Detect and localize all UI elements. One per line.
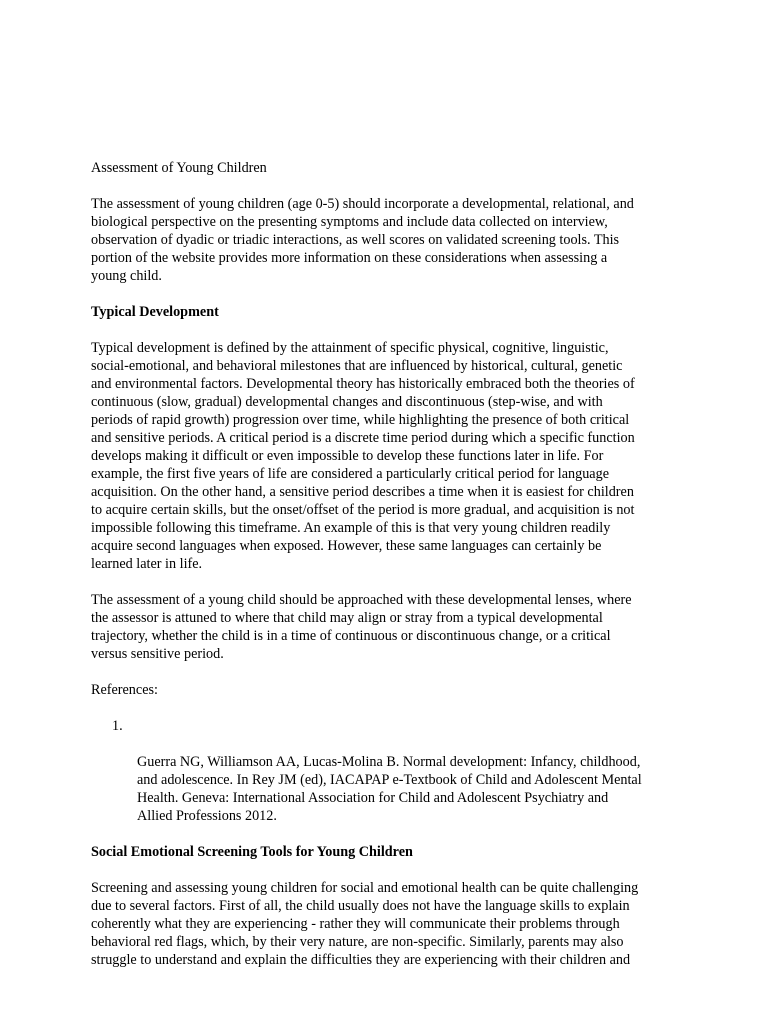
intro-paragraph: The assessment of young children (age 0-5) should incorporate a developmental, relational, and biological perspective on the presenting symptoms and include data collected on interview, observation of dyadic or triadic interactions, as well scores on validated screening tools. This portion of the website provides more information on these considerations when assessing a young child. bbox=[91, 196, 634, 284]
references-label: References: bbox=[91, 682, 158, 698]
section-heading-typical-development: Typical Development bbox=[91, 304, 219, 320]
document-title: Assessment of Young Children bbox=[91, 160, 267, 176]
reference-text: Guerra NG, Williamson AA, Lucas-Molina B. Normal development: Infancy, childhood, and adolescence. In Rey JM (ed), IACAPAP e-Textbook of Child and Adolescent Mental Health. Geneva: International Association for Child and Adolescent Psychiatry and Allied Professions 2012. bbox=[137, 754, 642, 824]
typical-development-paragraph-2: The assessment of a young child should be approached with these developmental lenses, where the assessor is attuned to where that child may align or stray from a typical developmental trajectory, whether the child is in a time of continuous or discontinuous change, or a critical versus sensitive period. bbox=[91, 592, 632, 662]
typical-development-paragraph-1: Typical development is defined by the attainment of specific physical, cognitive, linguistic, social-emotional, and behavioral milestones that are influenced by historical, cultural, genetic and environmental factors. Developmental theory has historically embraced both the theories of continuous (slow, gradual) developmental changes and discontinuous (step-wise, and with periods of rapid growth) progression over time, while highlighting the presence of both critical and sensitive periods. A critical period is a discrete time period during which a specific function develops making it difficult or even impossible to develop these functions later in life. For example, the first five years of life are considered a particularly critical period for language acquisition. On the other hand, a sensitive period describes a time when it is easiest for children to acquire certain skills, but the onset/offset of the period is more gradual, and acquisition is not impossible following this timeframe. An example of this is that very young children readily acquire second languages when exposed. However, these same languages can certainly be learned later in life. bbox=[91, 340, 635, 572]
document-page bbox=[91, 159, 681, 987]
reference-number: 1. bbox=[112, 718, 123, 734]
references-list bbox=[91, 717, 681, 825]
section-heading-screening-tools: Social Emotional Screening Tools for Young Children bbox=[91, 844, 413, 860]
screening-tools-paragraph-1: Screening and assessing young children for social and emotional health can be quite challenging due to several factors. First of all, the child usually does not have the language skills to explain coherently what they are experiencing - rather they will communicate their problems through behavioral red flags, which, by their very nature, are non-specific. Similarly, parents may also struggle to understand and explain the difficulties they are experiencing with their children and bbox=[91, 880, 639, 968]
reference-item bbox=[91, 717, 681, 825]
